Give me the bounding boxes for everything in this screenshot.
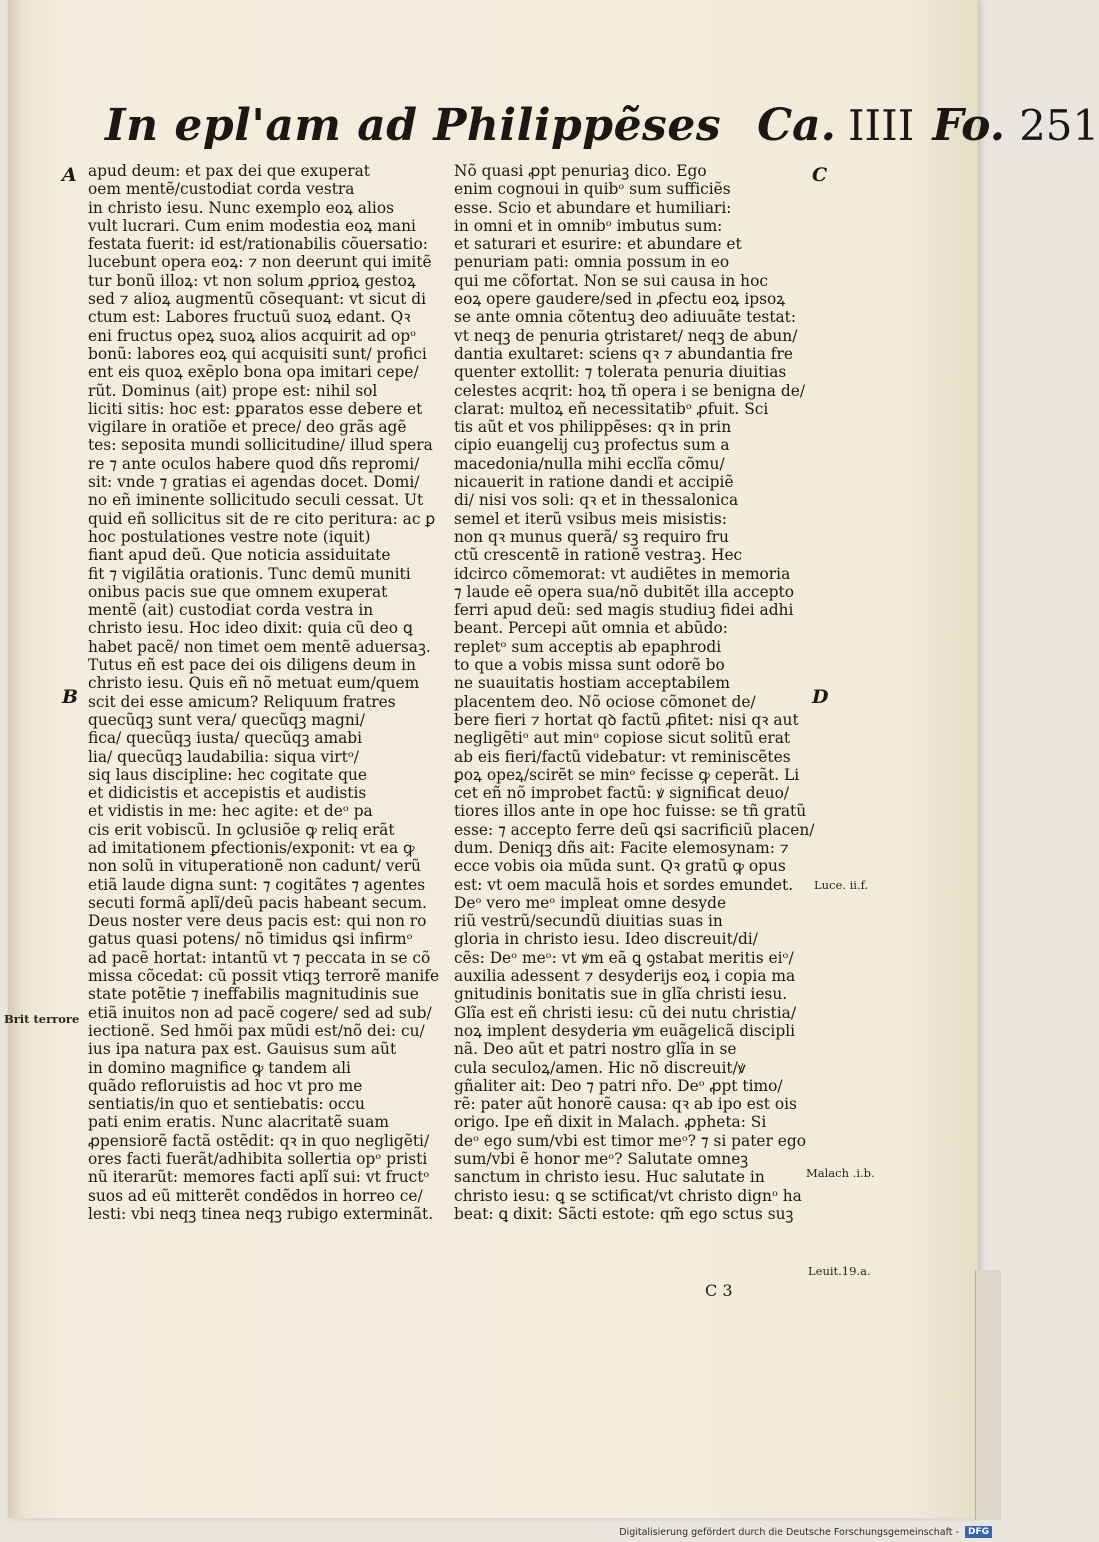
text-line: Deus noster vere deus pacis est: qui non ro [88, 912, 427, 931]
text-line: se ante omnia cõtentuꝫ deo adiuuãte testat: [454, 308, 797, 327]
text-line: ne suauitatis hostiam acceptabilem [454, 674, 730, 693]
dfg-logo-icon: DFG [965, 1526, 992, 1538]
text-line: ecce vobis oia mũda sunt. Qꝛ gratũ ꝙ opus [454, 857, 786, 876]
text-line: tur bonũ illoꝝ: vt non solum ꝓprioꝝ gestoꝝ [88, 271, 416, 290]
margin-note-malach: Malach .i.b. [806, 1166, 875, 1180]
running-header [105, 100, 1099, 160]
text-line: sanctum in christo iesu. Huc salutate in [454, 1168, 765, 1187]
text-line: fica/ quecũqꝫ iusta/ quecũqꝫ amabi [88, 729, 363, 748]
text-line: fiant apud deũ. Que noticia assiduitate [88, 546, 391, 565]
header-title: In epl'am ad Philippẽses [105, 100, 722, 151]
text-line: ent eis quoꝝ exẽplo bona opa imitari cepe/ [88, 363, 419, 382]
text-line: placentem deo. Nõ ociose cõmonet de/ [454, 692, 756, 711]
text-line: in domino magnifice ꝙ tandem ali [88, 1058, 351, 1077]
text-line: secuti formã aplĩ/deũ pacis habeant secum. [88, 893, 427, 912]
text-line: vult lucrari. Cum enim modestia eoꝝ mani [88, 216, 416, 235]
text-line: cipio euangelij cuꝫ profectus sum a [454, 436, 730, 455]
text-line: quenter extollit: ⁊ tolerata penuria diuitias [454, 363, 787, 382]
text-line: dum. Deniqꝫ dñs ait: Facite elemosynam: ⁊ [454, 838, 789, 857]
header-folio-label: Fo. [932, 100, 1006, 151]
text-line: rẽ: pater aũt honorẽ causa: qꝛ ab ipo est ois [454, 1095, 797, 1114]
text-line: sum/vbi ẽ honor meᵒ? Salutate omneꝫ [454, 1150, 749, 1169]
text-line: nã. Deo aũt et patri nostro glĩa in se [454, 1040, 737, 1059]
text-line: tiores illos ante in ope hoc fuisse: se tñ gratũ [454, 802, 807, 821]
text-line: qui me cõfortat. Non se sui causa in hoc [454, 271, 768, 290]
text-column-right [454, 162, 815, 1223]
text-line: ores facti fuerãt/adhibita sollertia opᵒ pristi [88, 1150, 428, 1169]
text-line: celestes acqrit: hoꝝ tñ opera i se benigna de/ [454, 381, 806, 400]
text-line: rũt. Dominus (ait) prope est: nihil sol [88, 381, 378, 400]
text-line: scit dei esse amicum? Reliquum fratres [88, 692, 396, 711]
text-line: suos ad eũ mitterẽt condẽdos in horreo ce/ [88, 1186, 423, 1205]
text-line: nicauerit in ratione dandi et accipiẽ [454, 473, 734, 492]
text-line: eoꝝ opere gaudere/sed in ꝓfectu eoꝝ ipsoꝝ [454, 290, 786, 309]
signature-mark: C 3 [705, 1281, 733, 1300]
margin-note-brit: Brit terrore [4, 1012, 80, 1026]
text-line: Glĩa est eñ christi iesu: cũ dei nutu christia/ [454, 1003, 797, 1022]
text-line: non qꝛ munus querã/ sꝫ requiro fru [454, 527, 729, 546]
text-line: cet eñ nõ improbet factũ: ꝟ significat deuo/ [454, 784, 790, 803]
text-line: dantia exultaret: sciens qꝛ ⁊ abundantia fre [454, 344, 793, 363]
text-line: semel et iterũ vsibus meis misistis: [454, 509, 727, 528]
text-line: gñaliter ait: Deo ⁊ patri nr̃o. Deᵒ ꝓpt timo/ [454, 1076, 783, 1095]
header-folio-number: 251 [1019, 101, 1099, 150]
text-line: origo. Ipe eñ dixit in Malach. ꝓpheta: Si [454, 1113, 767, 1132]
page-edge-strip [975, 1270, 1001, 1520]
text-line: lesti: vbi neqꝫ tinea neqꝫ rubigo exterminãt. [88, 1204, 434, 1223]
text-line: nũ iterarũt: memores facti aplĩ sui: vt fructᵒ [88, 1168, 430, 1187]
text-line: gloria in christo iesu. Ideo discreuit/di/ [454, 930, 758, 949]
text-line: hoc postulationes vestre note (iquit) [88, 527, 371, 546]
text-line: in christo iesu. Nunc exemplo eoꝝ alios [88, 198, 394, 217]
text-line: beat: ꝗ dixit: Sãcti estote: qm̃ ego sctus suꝫ [454, 1204, 794, 1223]
text-line: non solũ in vituperationẽ non cadunt/ verũ [88, 857, 421, 876]
text-line: ad imitationem ꝑfectionis/exponit: vt ea ꝙ [88, 838, 415, 857]
header-chapter-number: IIII [847, 101, 915, 150]
text-line: Nõ quasi ꝓpt penuriaꝫ dico. Ego [454, 162, 707, 180]
text-line: bonũ: labores eoꝝ qui acquisiti sunt/ profici [88, 344, 427, 363]
text-line: ꝑoꝝ opeꝝ/scirẽt se minᵒ fecisse ꝙ ceperãt. Li [454, 765, 800, 784]
text-line: etiã inuitos non ad pacẽ cogere/ sed ad sub/ [88, 1003, 432, 1022]
text-line: cis erit vobiscũ. In ꝯclusiõe ꝙ reliq erãt [88, 820, 395, 839]
text-line: apud deum: et pax dei que exuperat [88, 162, 370, 180]
text-line: penuriam pati: omnia possum in eo [454, 253, 730, 272]
section-letter-a: A [62, 164, 77, 186]
text-line: state potẽtie ⁊ ineffabilis magnitudinis sue [88, 985, 419, 1004]
text-line: cẽs: Deᵒ meᵒ: vt ꝟm eã ꝗ ꝯstabat meritis eiᵒ/ [454, 948, 794, 967]
text-line: habet pacẽ/ non timet oem mentẽ aduersaꝫ. [88, 637, 431, 656]
text-line: quãdo refloruistis ad hoc vt pro me [88, 1076, 363, 1095]
text-line: auxilia adessent ⁊ desyderijs eoꝝ i copia ma [454, 967, 796, 986]
text-line: etiã laude digna sunt: ⁊ cogitãtes ⁊ agentes [88, 875, 426, 894]
text-line: vigilare in oratiõe et prece/ deo grãs agẽ [88, 418, 407, 437]
footer-credit: Digitalisierung gefördert durch die Deutsche Forschungsgemeinschaft - [619, 1526, 959, 1538]
text-line: pati enim eratis. Nunc alacritatẽ suam [88, 1113, 389, 1132]
text-line: ferri apud deũ: sed magis studiuꝫ fidei adhi [454, 601, 794, 620]
text-line: esse: ⁊ accepto ferre deũ ꝗsi sacrificiũ placen/ [454, 820, 815, 839]
text-line: lucebunt opera eoꝝ: ⁊ non deerunt qui imitẽ [88, 253, 432, 272]
text-line: ius ipa natura pax est. Gauisus sum aũt [88, 1040, 397, 1059]
section-letter-b: B [62, 686, 79, 708]
text-line: mentẽ (ait) custodiat corda vestra in [88, 601, 374, 620]
text-line: siq laus discipline: hec cogitate que [88, 765, 367, 784]
text-line: riũ vestrũ/secundũ diuitias suas in [454, 912, 723, 931]
text-line: ab eis fieri/factũ videbatur: vt reminiscẽtes [454, 747, 791, 766]
text-line: ꝓpensiorẽ factã ostẽdit: qꝛ in quo negligẽti/ [88, 1131, 430, 1150]
text-line: deᵒ ego sum/vbi est timor meᵒ? ⁊ si pater ego [454, 1131, 806, 1150]
digitization-footer [0, 1522, 1000, 1542]
text-line: christo iesu. Hoc ideo dixit: quia cũ deo ꝗ [88, 619, 413, 638]
text-line: festata fuerit: id est/rationabilis cõuersatio: [88, 235, 428, 254]
text-line: repletᵒ sum acceptis ab epaphrodi [454, 637, 722, 656]
text-line: esse. Scio et abundare et humiliari: [454, 198, 732, 217]
text-line: iectionẽ. Sed hmõi pax mũdi est/nõ dei: cu/ [88, 1021, 425, 1040]
text-column-left [88, 162, 440, 1223]
text-line: Deᵒ vero meᵒ impleat omne desyde [454, 893, 727, 912]
margin-note-luce: Luce. ii.f. [814, 878, 869, 892]
text-line: vt neqꝫ de penuria ꝯtristaret/ neqꝫ de abun/ [454, 326, 798, 345]
text-line: christo iesu: ꝗ se sctificat/vt christo dignᵒ ha [454, 1186, 802, 1205]
text-line: enim cognoui in quibᵒ sum sufficiẽs [454, 180, 731, 199]
text-line: christo iesu. Quis eñ nõ metuat eum/quem [88, 674, 420, 693]
text-line: fit ⁊ vigilãtia orationis. Tunc demũ muniti [88, 564, 411, 583]
text-line: et saturari et esurire: et abundare et [454, 235, 742, 254]
text-line: lia/ quecũqꝫ laudabilia: siqua virtᵒ/ [88, 747, 359, 766]
text-line: gnitudinis bonitatis sue in glĩa christi iesu. [454, 985, 788, 1004]
text-line: onibus pacis sue que omnem exuperat [88, 582, 388, 601]
text-line: missa cõcedat: cũ possit vtiqꝫ terrorẽ manife [88, 967, 440, 986]
text-line: est: vt oem maculã hois et sordes emundet. [454, 875, 794, 894]
text-line: idcirco cõmemorat: vt audiẽtes in memoria [454, 564, 791, 583]
section-letter-c: C [812, 164, 828, 186]
text-line: quid eñ sollicitus sit de re cito peritura: ac ꝑ [88, 509, 436, 528]
text-line: negligẽtiᵒ aut minᵒ copiose sicut solitũ erat [454, 729, 791, 748]
text-line: et didicistis et accepistis et audistis [88, 784, 367, 803]
text-line: di/ nisi vos soli: qꝛ et in thessalonica [454, 491, 739, 510]
text-line: in omni et in omnibᵒ imbutus sum: [454, 216, 723, 235]
text-line: sed ⁊ alioꝝ augmentũ cõsequant: vt sicut di [88, 290, 427, 309]
text-line: sit: vnde ⁊ gratias ei agendas docet. Domi/ [88, 473, 420, 492]
text-line: liciti sitis: hoc est: ꝑparatos esse debere et [88, 399, 423, 418]
header-chapter-label: Ca. [757, 100, 836, 151]
text-line: tes: seposita mundi sollicitudine/ illud spera [88, 436, 433, 455]
text-line: quecũqꝫ sunt vera/ quecũqꝫ magni/ [88, 710, 365, 729]
margin-note-leuit: Leuit.19.a. [808, 1264, 871, 1278]
text-line: bere fieri ⁊ hortat qꝺ factũ ꝓfitet: nisi qꝛ aut [454, 710, 799, 729]
text-line: gatus quasi potens/ nõ timidus ꝗsi infirmᵒ [88, 930, 413, 949]
text-line: eni fructus opeꝝ suoꝝ alios acquirit ad opᵒ [88, 326, 417, 345]
text-line: noꝝ implent desyderia ꝟm euãgelicã discipli [454, 1021, 796, 1040]
text-line: to que a vobis missa sunt odorẽ bo [454, 656, 725, 675]
text-line: ctũ crescentẽ in rationẽ vestraꝫ. Hec [454, 546, 743, 565]
section-letter-d: D [812, 686, 829, 708]
text-line: re ⁊ ante oculos habere quod dñs repromi/ [88, 454, 420, 473]
text-line: no eñ iminente sollicitudo seculi cessat. Ut [88, 491, 424, 510]
text-line: ad pacẽ hortat: intantũ vt ⁊ peccata in se cõ [88, 948, 431, 967]
text-line: ctum est: Labores fructuũ suoꝝ edant. Qꝛ [88, 308, 411, 327]
text-line: et vidistis in me: hec agite: et deᵒ pa [88, 802, 373, 821]
text-line: ⁊ laude eẽ opera sua/nõ dubitẽt illa accepto [454, 582, 794, 601]
text-line: cula seculoꝝ/amen. Hic nõ discreuit/ꝟ [454, 1058, 746, 1077]
text-line: macedonia/nulla mihi ecclĩa cõmu/ [454, 454, 725, 473]
text-line: oem mentẽ/custodiat corda vestra [88, 180, 355, 199]
text-line: tis aũt et vos philippẽses: qꝛ in prin [454, 418, 732, 437]
text-line: beant. Percepi aũt omnia et abũdo: [454, 619, 728, 638]
text-line: sentiatis/in quo et sentiebatis: occu [88, 1095, 365, 1114]
text-line: Tutus eñ est pace dei ois diligens deum in [88, 656, 416, 675]
text-line: clarat: multoꝝ eñ necessitatibᵒ ꝓfuit. Sci [454, 399, 769, 418]
